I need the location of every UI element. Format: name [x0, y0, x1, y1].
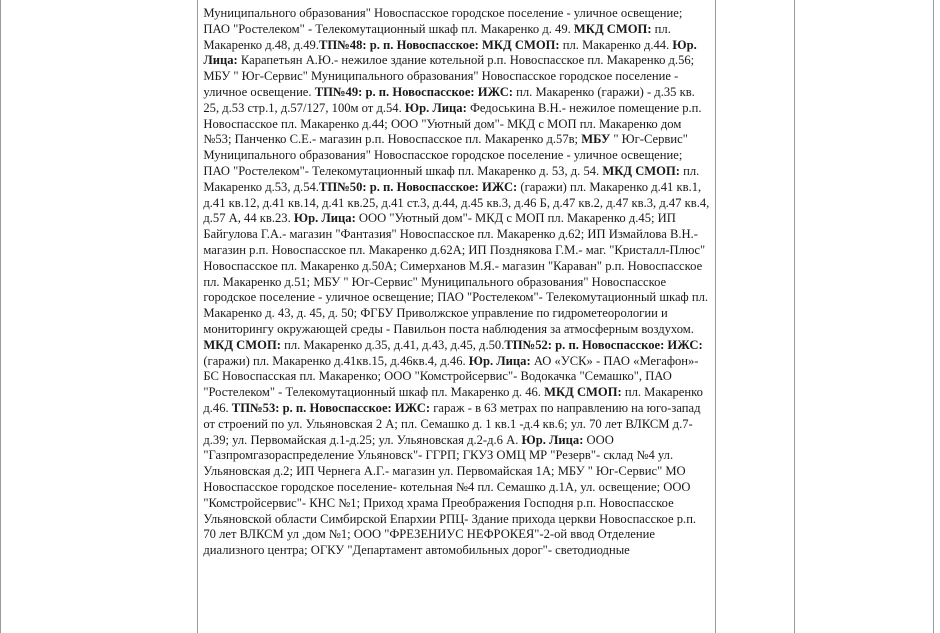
text-segment: гараж - в 63 метрах по направлению на юго-запад от строений по ул. Ульяновская 2 А; пл. Семашко д. 1 кв.1 -д.4 кв.6; ул. 70 лет ВЛКСМ д.7-д.39; ул. Первомайская д.1-д.25; ул. Ульяновская д.2-д.6 А.	[203, 400, 701, 447]
text-segment: (гаражи) пл. Макаренко д.41кв.15, д.46кв.4, д.46.	[203, 353, 469, 368]
text-segment: ООО "Газпромгазораспределение Ульяновск"- ГГРП; ГКУЗ ОМЦ МР "Резерв"- склад №4 ул. Ульяновская д.2; ИП Чернега А.Г.- магазин ул. Первомайская 1А; МБУ " Юг-Сервис" МО Новоспасское городское поселение- котельная №4 пл. Семашко д.1А, ул. освещение; ООО "Комстройсервис"- КНС №1; Приход храма Преображения Господня р.п. Новоспасское Ульяновской области Симбирской Епархии РПЦ- Здание прихода церкви Новоспасское р.п. 70 лет ВЛКСМ ул ,дом №1; ООО "ФРЕЗЕНИУС НЕФРОКЕЯ"-2-ой ввод Отделение диализного центра; ОГКУ "Департамент автомобильных дорог"- светодиодные	[203, 432, 697, 558]
table-cell-empty-middle	[715, 0, 794, 633]
bold-heading-segment: Юр. Лица:	[404, 100, 470, 115]
bold-heading-segment: ТП№52: р. п. Новоспасское: ИЖС:	[504, 337, 703, 352]
text-segment: пл. Макаренко д.48, д.49.	[203, 21, 671, 52]
text-segment: пл. Макаренко д.35, д.41, д.43, д.45, д.50.	[284, 337, 505, 352]
table-cell-empty-left	[1, 0, 198, 633]
bold-heading-segment: МКД СМОП:	[573, 21, 655, 36]
text-segment: Муниципального образования" Новоспасское городское поселение - уличное освещение; ПАО "Ростелеком" - Телекомутационный шкаф пл. Макаренко д. 49.	[203, 6, 683, 36]
text-segment: ООО "Уютный дом"- МКД с МОП пл. Макаренко д.45; ИП Байгулова Г.А.- магазин "Фантазия" Новоспасское пл. Макаренко д.62; ИП Измайлова В.Н.- магазин р.п. Новоспасское пл. Макаренко д.62А; ИП Позднякова Г.М.- маг. "Кристалл-Плюс" Новоспасское пл. Макаренко д.50А; Симерханов М.Я.- магазин "Караван" р.п. Новоспасское пл. Макаренко д.51; МБУ " Юг-Сервис" Муниципального образования" Новоспасское городское поселение - уличное освещение; ПАО "Ростелеком"- Телекомутационный шкаф пл. Макаренко д. 43, д. 45, д. 50; ФГБУ Приволжское управление по гидрометеорологии и мониторингу окружающей среды - Павильон поста наблюдения за атмосферным воздухом.	[203, 211, 709, 336]
bold-heading-segment: МБУ	[581, 132, 614, 147]
text-segment: Федоськина В.Н.- нежилое помещение р.п. Новоспасское пл. Макаренко д.44; ООО "Уютный дом"- МКД с МОП пл. Макаренко дом №53; Панченко С.Е.- магазин р.п. Новоспасское пл. Макаренко д.57в;	[203, 100, 702, 147]
text-segment: АО «УСК» - ПАО «Мегафон»- БС Новоспасская пл. Макаренко; ООО "Комстройсервис"- Водокачка "Семашко", ПАО "Ростелеком" - Телекомутационный шкаф пл. Макаренко д. 46.	[203, 353, 699, 400]
table-cell-addresses	[198, 0, 716, 633]
addresses-text	[198, 0, 715, 633]
bold-heading-segment: ТП№49: р. п. Новоспасское: ИЖС:	[314, 84, 517, 99]
text-segment: пл. Макаренко (гаражи) - д.35 кв. 25, д.53 стр.1, д.57/127, 100м от д.54.	[203, 84, 695, 115]
text-segment: (гаражи) пл. Макаренко д.41 кв.1, д.41 кв.12, д.41 кв.14, д.41 кв.25, д.41 ст.3, д.44, д.45 кв.3, д.46 Б, д.47 кв.2, д.47 кв.3, д.47 кв.4, д.57 А, 44 кв.23.	[203, 179, 710, 226]
text-segment: " Юг-Сервис" Муниципального образования" Новоспасское городское поселение - уличное освещение; ПАО "Ростелеком"- Телекомутационный шкаф пл. Макаренко д. 53, д. 54.	[203, 132, 688, 178]
bold-heading-segment: ТП№48: р. п. Новоспасское: МКД СМОП:	[318, 37, 563, 52]
bold-heading-segment: ТП№53: р. п. Новоспасское: ИЖС:	[231, 400, 434, 415]
bold-heading-segment: Юр. Лица:	[203, 37, 697, 68]
bold-heading-segment: Юр. Лица:	[293, 211, 359, 226]
bold-heading-segment: Юр. Лица:	[521, 432, 587, 447]
text-segment: пл. Макаренко д.44.	[562, 37, 673, 52]
table-row	[1, 0, 934, 633]
bold-heading-segment: МКД СМОП:	[544, 385, 625, 400]
bold-heading-segment: МКД СМОП:	[602, 163, 684, 178]
text-segment: пл. Макаренко д.53, д.54.	[203, 163, 700, 194]
text-segment: Карапетьян А.Ю.- нежилое здание котельной р.п. Новоспасское пл. Макаренко д.56; МБУ " Юг-Сервис" Муниципального образования" Новоспасское городское поселение - уличное освещение.	[203, 53, 695, 99]
table-cell-empty-right	[794, 0, 934, 633]
bold-heading-segment: ТП№50: р. п. Новоспасское: ИЖС:	[318, 179, 521, 194]
bold-heading-segment: Юр. Лица:	[468, 353, 534, 368]
text-segment: пл. Макаренко д.46.	[203, 385, 703, 415]
bold-heading-segment: МКД СМОП:	[203, 337, 285, 352]
